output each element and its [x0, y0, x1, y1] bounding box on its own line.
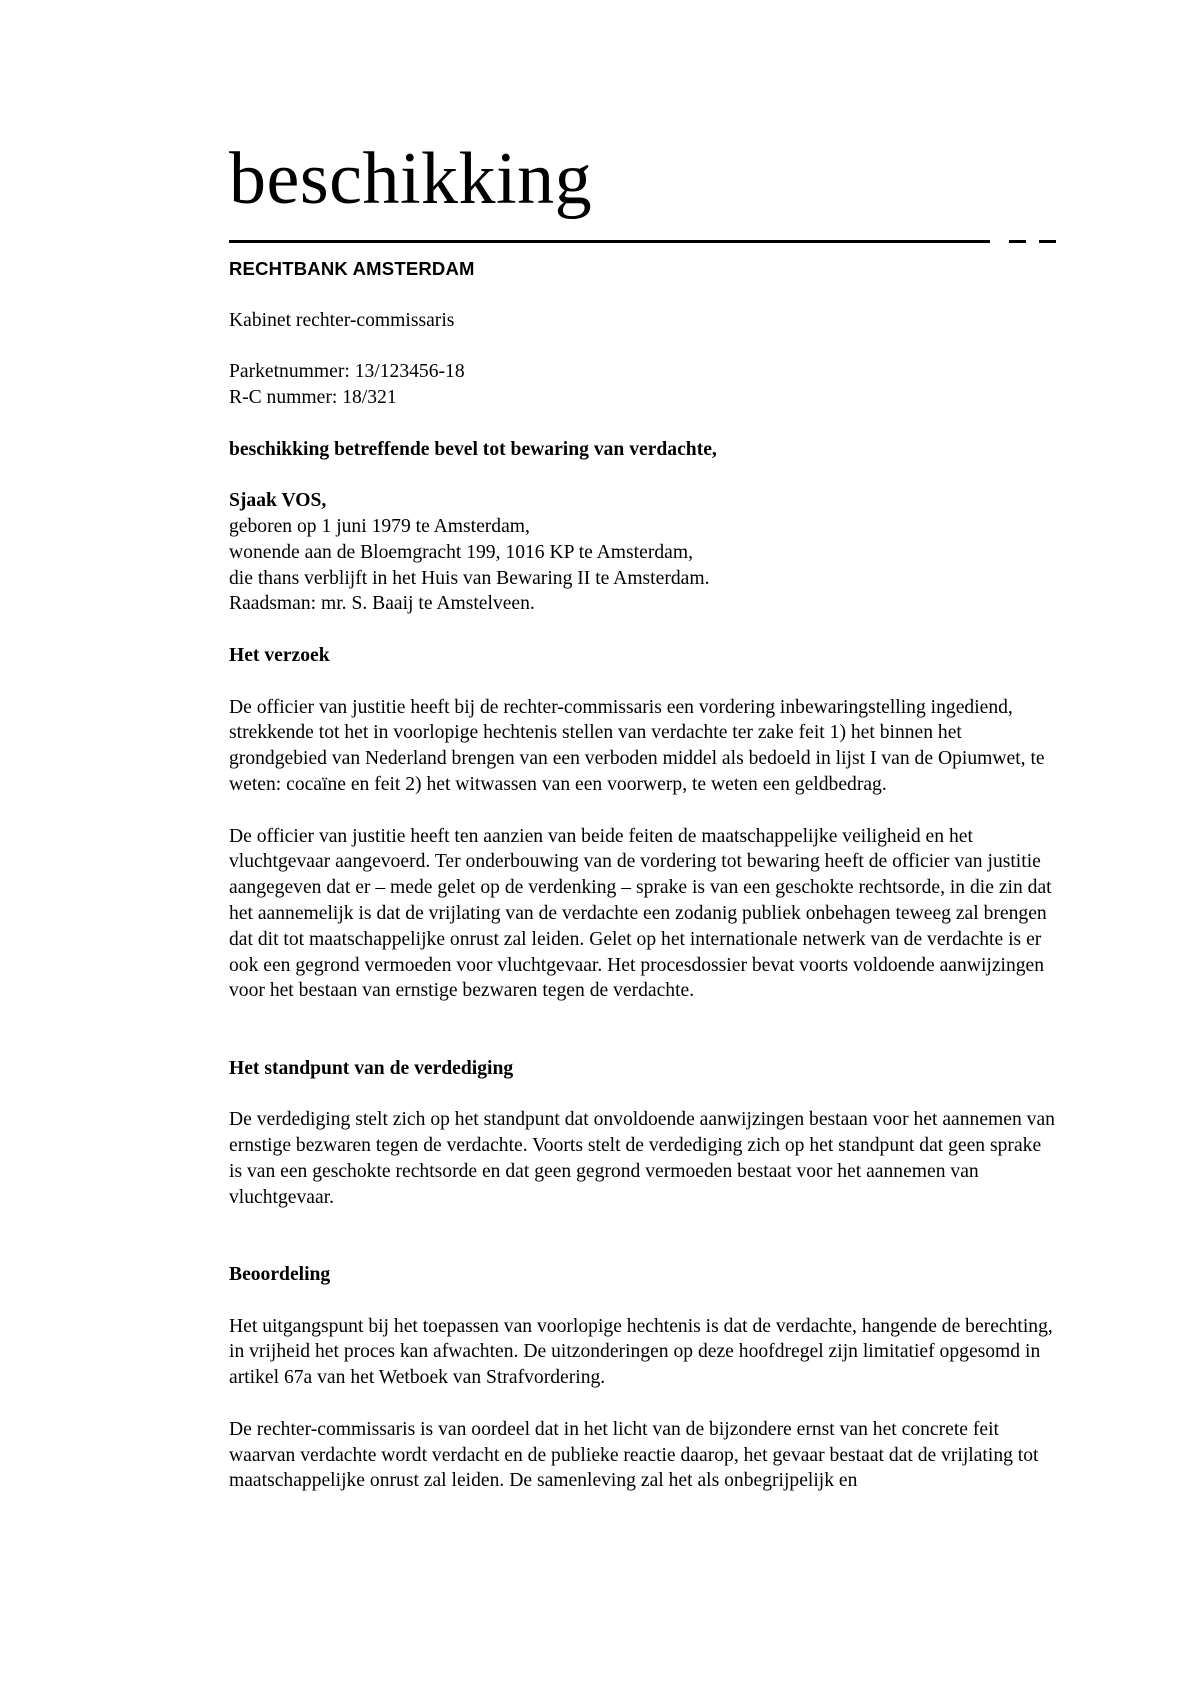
title-rule-dash — [1039, 240, 1056, 243]
suspect-counsel: Raadsman: mr. S. Baaij te Amstelveen. — [229, 593, 535, 615]
department: Kabinet rechter-commissaris — [229, 309, 455, 331]
document-title: beschikking — [229, 138, 593, 220]
section-heading: Het verzoek — [229, 644, 330, 666]
court-name: RECHTBANK AMSTERDAM — [229, 258, 475, 279]
rc-nummer: R-C nummer: 18/321 — [229, 386, 397, 408]
section-heading: Beoordeling — [229, 1264, 331, 1286]
section-paragraph: De rechter-commissaris is van oordeel dat in het licht van de bijzondere ernst van het concrete feit waarvan verdachte wordt verdacht en de publieke reactie daarop, het gevaar bestaat dat de vrijlating tot maatschappelijke onrust zal leiden. De samenleving zal het als onbegrijpelijk en — [229, 1418, 1039, 1492]
suspect-address: wonende aan de Bloemgracht 199, 1016 KP te Amsterdam, — [229, 541, 693, 563]
suspect-name: Sjaak VOS, — [229, 490, 327, 512]
title-rule — [229, 240, 990, 243]
section-paragraph: Het uitgangspunt bij het toepassen van voorlopige hechtenis is dat de verdachte, hangende de berechting, in vrijheid het proces kan afwachten. De uitzonderingen op deze hoofdregel zijn limitatief opgesomd in artikel 67a van het Wetboek van Strafvordering. — [229, 1315, 1053, 1389]
subject-line: beschikking betreffende bevel tot bewaring van verdachte, — [229, 438, 717, 460]
suspect-residence: die thans verblijft in het Huis van Bewaring II te Amsterdam. — [229, 567, 710, 589]
title-rule-dash — [1009, 240, 1026, 243]
section-paragraph: De officier van justitie heeft bij de rechter-commissaris een vordering inbewaringstelling ingediend, strekkende tot het in voorlopige hechtenis stellen van verdachte ter zake feit 1) het binnen het grondgebied van Nederland brengen van een verboden middel als bedoeld in lijst I van de Opiumwet, te weten: cocaïne en feit 2) het witwassen van een voorwerp, te weten een geldbedrag. — [229, 696, 1045, 795]
section-paragraph: De verdediging stelt zich op het standpunt dat onvoldoende aanwijzingen bestaan voor het aannemen van ernstige bezwaren tegen de verdachte. Voorts stelt de verdediging zich op het standpunt dat geen sprake is van een geschokte rechtsorde en dat geen gegrond vermoeden bestaat voor het aannemen van vluchtgevaar. — [229, 1109, 1055, 1208]
suspect-born: geboren op 1 juni 1979 te Amsterdam, — [229, 515, 530, 537]
document-body — [229, 256, 1059, 1494]
parketnummer: Parketnummer: 13/123456-18 — [229, 361, 465, 383]
section-heading: Het standpunt van de verdediging — [229, 1057, 514, 1079]
section-paragraph: De officier van justitie heeft ten aanzien van beide feiten de maatschappelijke veiligheid en het vluchtgevaar aangevoerd. Ter onderbouwing van de vordering tot bewaring heeft de officier van justitie aangegeven dat er – mede gelet op de verdenking – sprake is van een geschokte rechtsorde, in die zin dat het aannemelijk is dat de vrijlating van de verdachte een zodanig publiek onbehagen teweeg zal brengen dat dit tot maatschappelijke onrust zal leiden. Gelet op het internationale netwerk van de verdachte is er ook een gegrond vermoeden voor vluchtgevaar. Het procesdossier bevat voorts voldoende aanwijzingen voor het bestaan van ernstige bezwaren tegen de verdachte. — [229, 825, 1052, 1002]
